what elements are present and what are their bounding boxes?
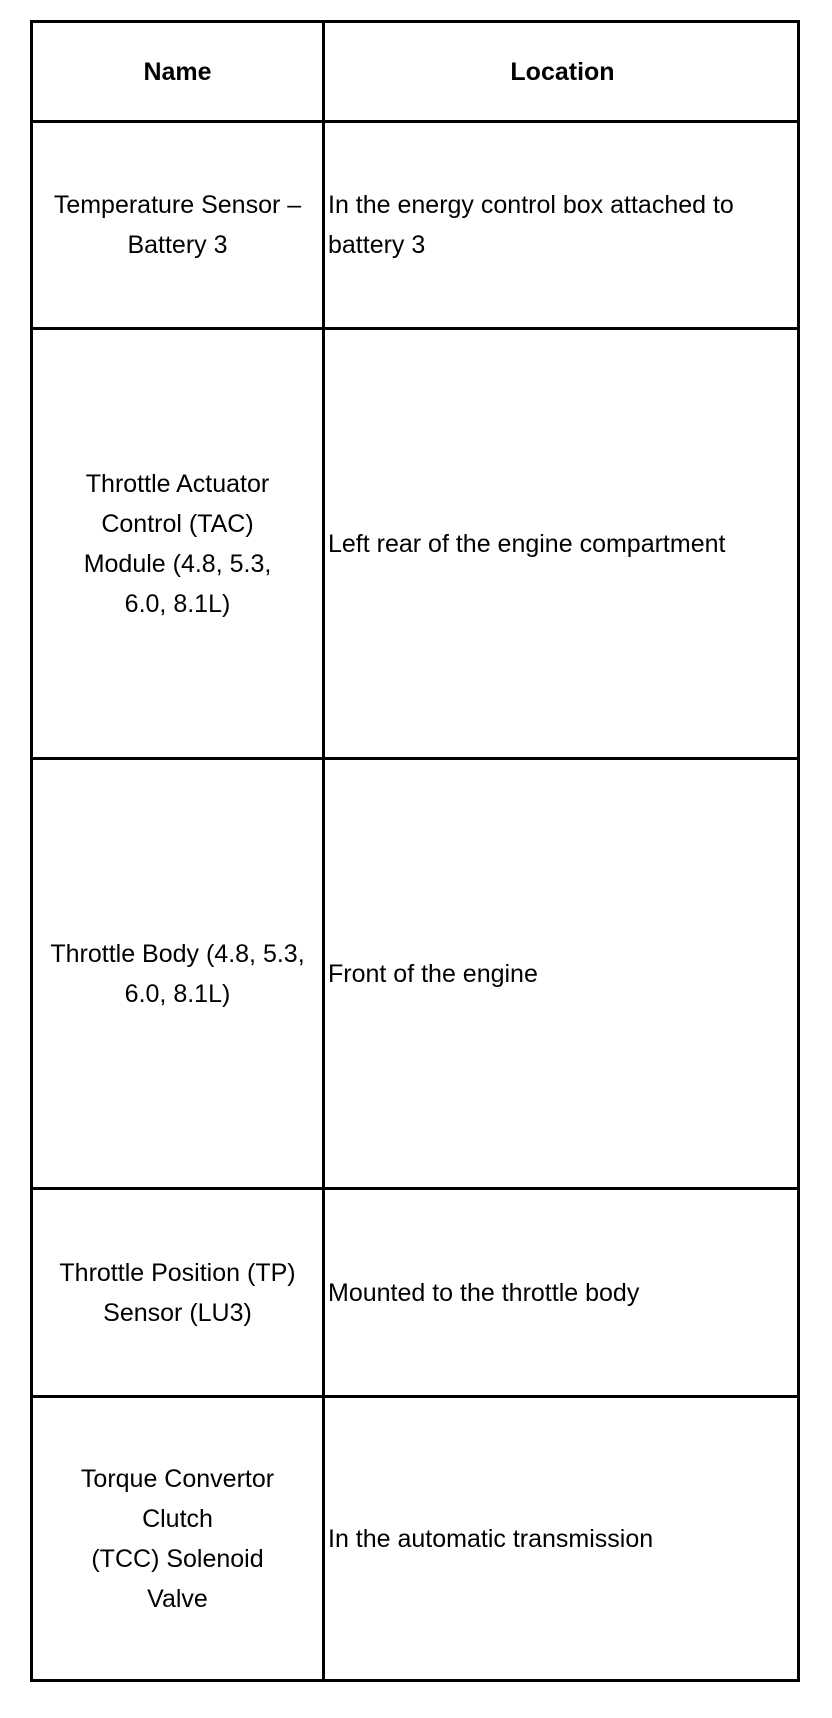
component-name: Throttle Body (4.8, 5.3, 6.0, 8.1L) <box>33 760 325 1187</box>
column-header-name: Name <box>33 23 325 120</box>
component-name: Throttle Actuator Control (TAC) Module (4.8, 5.3, 6.0, 8.1L) <box>33 330 325 757</box>
component-location: Left rear of the engine compartment <box>328 529 726 558</box>
component-location: Mounted to the throttle body <box>328 1278 640 1307</box>
component-name: Throttle Position (TP) Sensor (LU3) <box>33 1190 325 1395</box>
table-row <box>33 330 797 760</box>
table-header-row <box>33 23 797 123</box>
table-row <box>33 123 797 330</box>
component-name: Torque Convertor Clutch (TCC) Solenoid Valve <box>33 1398 325 1679</box>
components-table <box>30 20 800 1682</box>
table-row <box>33 1190 797 1398</box>
component-name: Temperature Sensor – Battery 3 <box>33 123 325 327</box>
component-location: In the automatic transmission <box>328 1524 654 1553</box>
component-location: In the energy control box attached to battery 3 <box>328 191 734 259</box>
column-header-location: Location <box>510 57 615 86</box>
table-row <box>33 1398 797 1679</box>
table-row <box>33 760 797 1190</box>
component-location: Front of the engine <box>328 959 538 988</box>
